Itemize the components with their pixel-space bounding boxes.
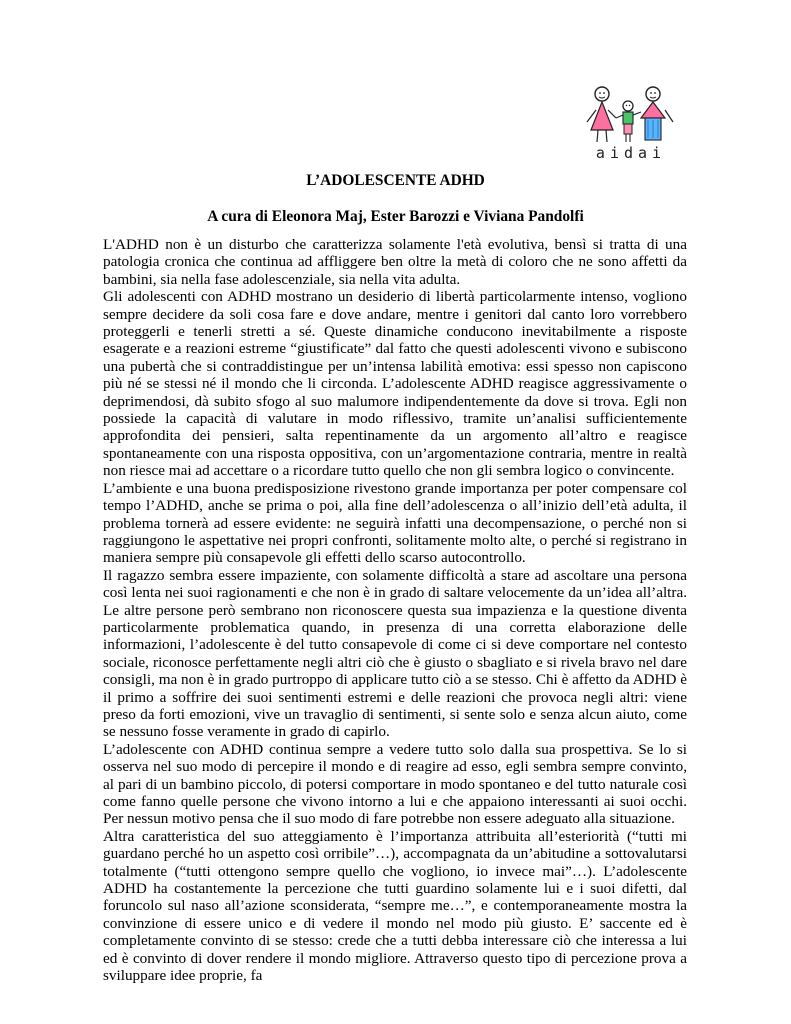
paragraph: Il ragazzo sembra essere impaziente, con solamente difficoltà a stare ad ascoltare una persona così lenta nei suoi ragionamenti e che non è in grado di saltare velocemente da un’idea all’altra. Le altre persone però sembrano non riconoscere questa sua impazienza e la questione diventa particolarmente problematica quando, in presenza di una corretta elaborazione delle informazioni, l’adolescente è del tutto consapevole di come ci si deve comportare nel contesto sociale, riconosce perfettamente negli altri ciò che è giusto o sbagliato e si rivela bravo nel dare consigli, ma non è in grado purtroppo di applicare tutto ciò a se stesso. Chi è affetto da ADHD è il primo a soffrire dei suoi sentimenti estremi e delle reazioni che provoca negli altri: viene preso da forti emozioni, vive un travaglio di sentimenti, si sente solo e senza alcun aiuto, come se nessuno fosse veramente in grado di capirlo.: [103, 566, 687, 741]
paragraph: Altra caratteristica del suo atteggiamento è l’importanza attribuita all’esteriorità (“tutti mi guardano perché ho un aspetto così orribile”…), accompagnata da un’abitudine a sottovalutarsi totalmente (“tutti ottengono sempre quello che vogliono, io invece mai”…). L’adolescente ADHD ha costantemente la percezione che tutti guardino solamente lui e i suoi difetti, dal foruncolo sul naso all’azione sconsiderata, “sempre me…”, e contemporaneamente mostra la convinzione di essere unico e di vedere il mondo nel modo più giusto. E’ saccente ed è completamente convinto di se stesso: crede che a tutti debba interessare ciò che interessa a lui ed è convinto di dover rendere il mondo migliore. Attraverso questo tipo di percezione prova a sviluppare idee proprie, fa: [103, 827, 687, 985]
paragraph: L’adolescente con ADHD continua sempre a vedere tutto solo dalla sua prospettiva. Se lo si osserva nel suo modo di percepire il mondo e di reagire ad esso, egli sembra sempre convinto, al pari di un bambino piccolo, di potersi comportare in modo spontaneo e del tutto naturale così come fanno quelle persone che vivono intorno a lui e che appaiono interessanti ai suoi occhi. Per nessun motivo pensa che il suo modo di fare potrebbe non essere adeguato alla situazione.: [103, 740, 687, 828]
paragraph: L’ambiente e una buona predisposizione rivestono grande importanza per poter compensare col tempo l’ADHD, anche se prima o poi, alla fine dell’adolescenza o all’inizio dell’età adulta, il problema tornerà ad essere evidente: ne seguirà infatti una decompensazione, o perché non si raggiungono le aspettative nei propri confronti, solitamente molto alte, o perché si registrano in maniera sempre più consapevole gli effetti dello scarso autocontrollo.: [103, 479, 687, 567]
logo-text: aidai: [595, 144, 667, 162]
aidai-logo-icon: [583, 80, 679, 162]
paragraph: L'ADHD non è un disturbo che caratterizza solamente l'età evolutiva, bensì si tratta di una patologia cronica che continua ad affliggere ben oltre la metà di coloro che ne sono affetti da bambini, sia nella fase adolescenziale, sia nella vita adulta.: [103, 236, 687, 288]
paragraph: Gli adolescenti con ADHD mostrano un desiderio di libertà particolarmente intenso, vogliono sempre decidere da soli cosa fare e dove andare, mentre i genitori dal canto loro vorrebbero proteggerli e tenerli stretti a sé. Queste dinamiche conducono inevitabilmente a risposte esagerate e a reazioni estreme “giustificate” dal fatto che questi adolescenti vivono e subiscono una pubertà che si contraddistingue per un’intensa labilità emotiva: essi spesso non capiscono più né se stessi né il mondo che li circonda. L’adolescente ADHD reagisce aggressivamente o deprimendosi, dà subito sfogo al suo malumore indipendentemente da dove si trova. Egli non possiede la capacità di valutare in modo riflessivo, tramite un’analisi sufficientemente approfondita dei pensieri, salta repentinamente da un argomento all’altro e reagisce spontaneamente con una risposta oppositiva, con un’argomentazione contraria, mentre in realtà non riesce mai ad accettare o a ricordare tutto quello che non gli sembra logico o convincente.: [103, 288, 687, 480]
document-body: [103, 236, 687, 984]
document-title: L’ADOLESCENTE ADHD: [306, 172, 485, 189]
document-subtitle: A cura di Eleonora Maj, Ester Barozzi e Viviana Pandolfi: [207, 208, 584, 225]
